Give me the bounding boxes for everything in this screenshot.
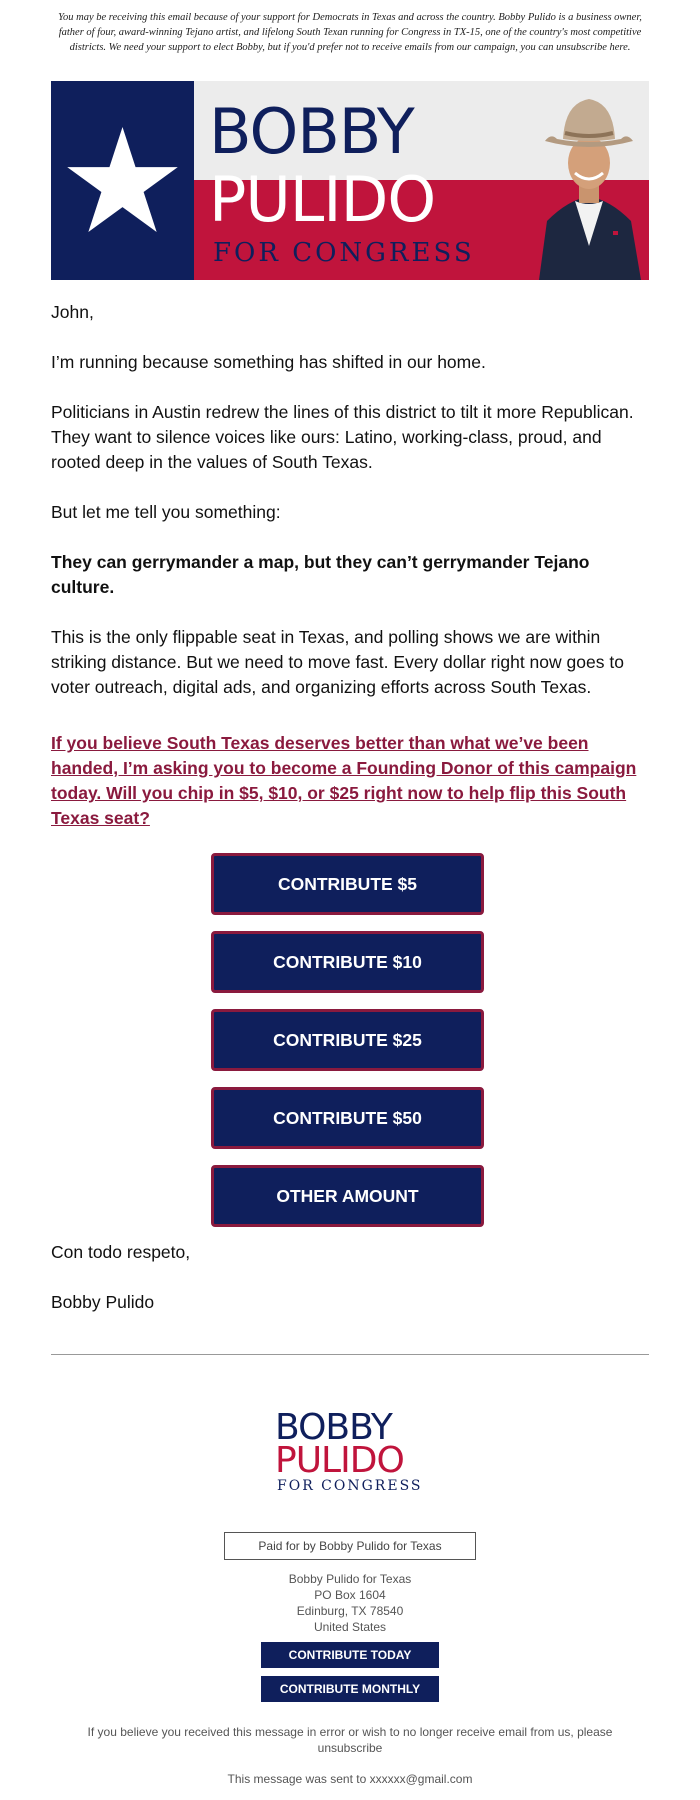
flag-blue-field	[51, 81, 194, 280]
contribute-10-button[interactable]: CONTRIBUTE $10	[211, 931, 484, 993]
paragraph-2: Politicians in Austin redrew the lines of this district to tilt it more Republican. They want to silence voices like ours: Latino, working-class, proud, and rooted deep in the values of South Texas.	[51, 402, 634, 472]
contribute-5-button[interactable]: CONTRIBUTE $5	[211, 853, 484, 915]
other-amount-button[interactable]: OTHER AMOUNT	[211, 1165, 484, 1227]
banner-name-first: BOBBY	[209, 95, 414, 168]
footer-logo-last: PULIDO	[275, 1440, 404, 1481]
paid-for-disclaimer: Paid for by Bobby Pulido for Texas	[224, 1532, 476, 1560]
address-line-3: Edinburg, TX 78540	[296, 1604, 404, 1618]
contribute-25-button[interactable]: CONTRIBUTE $25	[211, 1009, 484, 1071]
paragraph-5: This is the only flippable seat in Texas, and polling shows we are within striking distance. But we need to move fast. Every dollar right now goes to voter outreach, digital ads, and organizing efforts across South Texas.	[51, 627, 624, 697]
footer-logo-subtitle: FOR CONGRESS	[277, 1478, 423, 1494]
paragraph-4-bold: They can gerrymander a map, but they can’t gerrymander Tejano culture.	[51, 552, 590, 597]
banner-subtitle: FOR CONGRESS	[213, 238, 475, 268]
banner-name-last: PULIDO	[209, 163, 436, 236]
sent-to-prefix: This message was sent to	[227, 1772, 370, 1786]
contribute-monthly-button[interactable]: CONTRIBUTE MONTHLY	[261, 1676, 439, 1702]
unsubscribe-note[interactable]: If you believe you received this message in error or wish to no longer receive email from us, please unsubscribe	[87, 1725, 613, 1755]
recipient-email: xxxxxx@gmail.com	[369, 1772, 473, 1786]
paragraph-1: I’m running because something has shifted in our home.	[51, 352, 486, 372]
signature: Bobby Pulido	[51, 1292, 155, 1312]
contribute-today-button[interactable]: CONTRIBUTE TODAY	[261, 1642, 439, 1668]
campaign-banner	[51, 81, 649, 280]
footer-logo-first: BOBBY	[275, 1407, 392, 1448]
donate-link-text[interactable]: If you believe South Texas deserves better than what we’ve been handed, I’m asking you to become a Founding Donor of this campaign today. Will you chip in $5, $10, or $25 right now to help flip this South Texas seat?	[51, 733, 637, 828]
candidate-photo	[529, 81, 649, 280]
paragraph-3: But let me tell you something:	[51, 502, 281, 522]
closing: Con todo respeto,	[51, 1242, 191, 1262]
address-line-1: Bobby Pulido for Texas	[288, 1572, 412, 1586]
contribute-50-button[interactable]: CONTRIBUTE $50	[211, 1087, 484, 1149]
address-line-2: PO Box 1604	[314, 1588, 386, 1602]
disclaimer-text: You may be receiving this email because of your support for Democrats in Texas and across the country. Bobby Pulido is a business owner, father of four, award-winning Tejano artist, and lifelong South Texan running for Congress in TX-15, one of the country's most competitive districts. We need your support to elect Bobby, but if you'd prefer not to receive emails from our campaign, you can unsubscribe here.	[58, 12, 642, 53]
divider	[51, 1354, 649, 1355]
address-line-4: United States	[313, 1620, 387, 1634]
star-icon	[67, 127, 178, 232]
sent-to-line	[80, 1771, 620, 1787]
greeting: John,	[51, 302, 94, 322]
